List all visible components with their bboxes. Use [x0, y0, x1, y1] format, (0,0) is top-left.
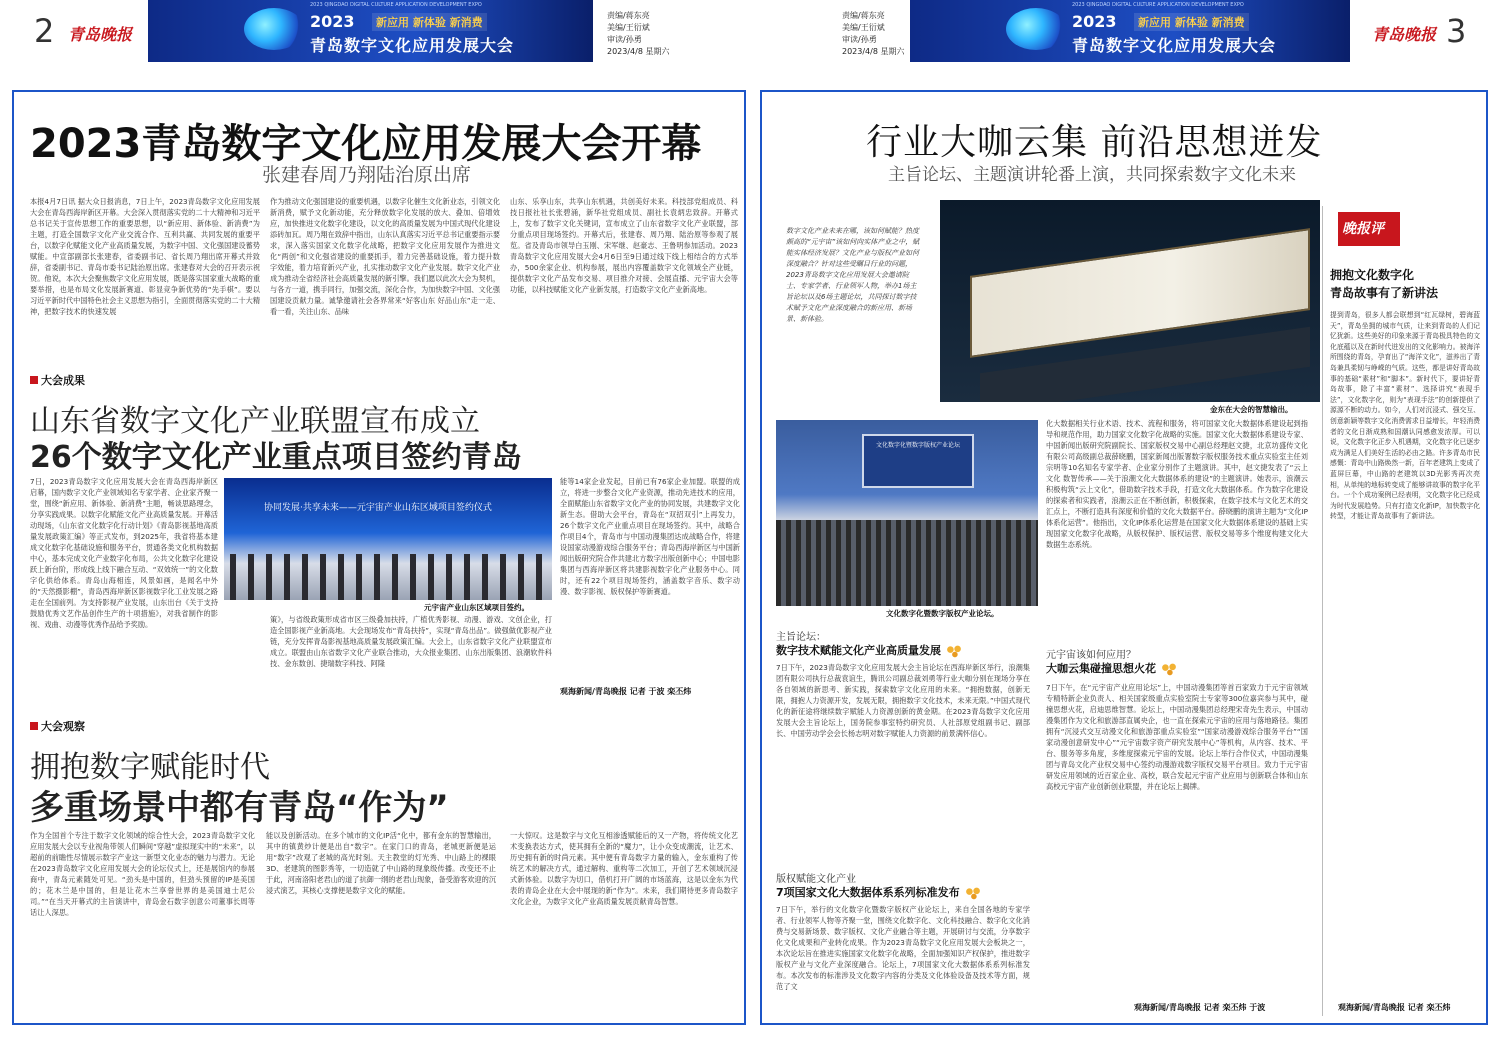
left-main-subheadline: 张建春周乃翔陆治原出席	[262, 164, 472, 186]
photo1-people	[230, 554, 546, 600]
photo-forum-caption: 文化数字化暨数字版权产业论坛。	[886, 609, 999, 618]
photo1-stage-banner: 协同发展·共享未来——元宇宙产业山东区域项目签约仪式	[264, 503, 492, 513]
forum1-body: 7日下午，2023青岛数字文化应用发展大会主旨论坛在西海岸新区举行，浪潮集团有限公司执行总裁袁谊生，腾讯公司副总裁刘勇等行业大咖分别在现场分享在各自领域的新思考、新实践，探索数字文化应用的未来。“拥抱数据，创新无限，拥抱人力资源开发，发展无限，拥抱数字文化技术，未来无限。”中国式现代化的新征途将继续数字赋能人力资源创新的黄金期。在2023青岛数字文化应用发展大会主旨论坛上，国务院参事室特约研究员、人社部原党组副书记、副部长、中国劳动学会会长杨志明对数字赋能人力资源的前景满怀信心。	[776, 663, 1030, 738]
article1-col3: 山东、乐享山东，共享山东机遇，共创美好未来。科技部党组成员、科技日报社社长张碧涌，新华社党组成员、副社长袁炳忠致辞。开幕式上，发布了数字文化关键词，宣布成立了山东省数字文化产业联盟，部分重点项目现场签约。开幕式后，张建春、周乃翔、陆治原等参观了展览。省及青岛市领导白玉刚、宋军继、赵豪志、王鲁明参加活动。2023青岛数字文化应用发展大会4月6日至9日通过线下线上相结合的方式举办，500余家企业、机构参展，展出内容覆盖数字文化领域全产业链，提供数字文化产品发布交易、项目推介对接、会展直播、元宇宙大会等功能，以科技赋能文化产业新发展，打造数字文化产业新高地。	[510, 197, 738, 294]
article2-headline-1: 山东省数字文化产业联盟宣布成立	[30, 404, 480, 439]
digital-scroll-photo	[940, 200, 1320, 402]
article3-headline-2: 多重场景中都有青岛“作为”	[30, 788, 449, 828]
flower-icon	[1160, 662, 1178, 676]
right-main-subheadline: 主旨论坛、主题演讲轮番上演，共同探索数字文化未来	[888, 165, 1296, 185]
right-editors: 责编/蒋东亮 美编/王衍斌 审读/孙勇 2023/4/8 星期六	[842, 11, 905, 56]
photo-scroll-caption: 金东在大会的智慧输出。	[1210, 405, 1293, 414]
banner-name: 青岛数字文化应用发展大会	[1072, 36, 1277, 55]
left-page-number: 2	[34, 12, 55, 50]
section-label-results: 大会成果	[30, 372, 85, 388]
forum3-label: 元宇宙该如何应用？	[1046, 650, 1136, 661]
article3-col3: 一大惊叹。这是数字与文化互相渗透赋能后的又一产物，将传统文化艺术变换表达方式，使其拥有全新的“魔力”，让小众变成潮流，让艺术、历史拥有新的时尚元素。其中便有青岛数字力量的输入，金东重构了传统艺术的解决方式，通过解构、重构等二次加工，开创了艺术领域沉浸式新体验。以数字为切口，借机打开广阔的市场蓝海，这是以金东为代表的青岛企业在大会中展现的新“作为”。未来，我们期待更多青岛数字文化企业，为数字文化产业高质量发展贡献青岛智慧。	[510, 831, 738, 906]
article2-headline-2: 26个数字文化产业重点项目签约青岛	[30, 440, 522, 475]
left-editors: 责编/蒋东亮 美编/王衍斌 审读/孙勇 2023/4/8 星期六	[607, 11, 670, 56]
forum1-title	[776, 642, 963, 658]
commentary-body: 提到青岛，很多人都会联想到“红瓦绿树，碧海蓝天”，青岛坐拥的城市气质，让来到青岛的人们记忆犹新。这些美好的印象来源于青岛极具特色的文化底蕴以及在新时代迸发出的文化影响力。被海洋所围绕的青岛，孕育出了“海洋文化”，滋养出了青岛兼具柔韧与峥嵘的气质。这些，都是讲好青岛故事的基础“素材”和“脚本”。新时代下，要讲好青岛故事，除了丰富“素材”、选择讲究“表现手法”，文化数字化，则为“表现手法”的创新提供了源源不断的动力。如今，人们对沉浸式、强交互、创意新颖等数字文化消费需求日益增长，年轻消费者的文化日渐成熟和国潮认同感愈发浓厚。可以说，文化数字化正步入机遇期，文化数字化已逐步成为满足人们美好生活的必由之路。许多青岛市民感慨：青岛中山路焕然一新，百年老建筑上变成了蓝屏巨幕，中山路的老建筑以3D光影秀再次亮相，从单纯的地标转变成了能够讲故事的数字化平台。一个个成功案例已经表明，文化数字化已经成为时代发展趋势。只有打造文化新IP，加快数字化转型，才能让青岛故事有了新讲法。	[1330, 311, 1480, 521]
signing-ceremony-photo	[224, 478, 552, 600]
right-intro-quote: 数字文化产业未来在哪，该如何赋能？热度颇高的“元宇宙”该如何向实体产业之中，赋能实体经济发展？文化产业与版权产业如何深度融合？针对这些受瞩目行业的问题，2023青岛数字文化应用发展大会邀请院士、专家学者、行业领军人物，举办1场主旨论坛以及6场主题论坛，共同探讨数字技术赋予文化产业深度融合的新应用、新场景、新体验。	[786, 227, 920, 323]
article2-col3: 策》，与省级政策形成省市区三级叠加扶持，广植优秀影视、动漫、游戏、文创企业，打造全国影视产业新高地。大会现场发布“青岛扶持”，实现“青岛出品”。做强做优影视产业链，充分发挥青岛影视基地高质量发展政策汇编。大会上，山东省数字文化产业联盟宣布成立。联盟由山东省数字文化产业联合推动，大众报业集团、山东出版集团、浪潮软件科技、金东数创、捷瑞数字科技、阿隆	[270, 615, 552, 668]
right-banner	[910, 0, 1350, 62]
left-masthead: 青岛晚报	[68, 25, 133, 44]
banner-year: 2023	[1072, 12, 1117, 31]
article3-col1: 作为全国首个专注于数字文化领域的综合性大会，2023青岛数字文化应用发展大会以专业视角带领人们瞬间“穿越”虚拟现实中的“未来”，以超前的前瞻性尽情展示数字产业这一新型文化业态的魅力与潜力。无论在2023青岛数字文化应用发展大会的论坛仪式上，还是展馆内的参展商中，青岛元素随处可见。“劲头是中国的，但劲头预留的IP是美国的；花木兰是中国的，但是让花木兰享誉世界的是美国迪士尼公司。”“在当天开幕式的主旨演讲中，青岛金石数字创意公司董事长周等话让人深思。	[30, 831, 255, 917]
banner-en: 2023 QINGDAO DIGITAL CULTURE APPLICATION DEVELOPMENT EXPO	[1072, 2, 1244, 8]
forum2-title	[776, 884, 982, 900]
right-mid-column: 化大数据相关行业术语、技术、流程和服务，将可国家文化大数据体系建设起到指导和规范作用，助力国家文化数字化战略的实施。国家文化大数据体系建设专家、中国新闻出版研究院副院长、国家版权交易中心副总经理赵文捷，北京坊盛传文化有限公司高级副总裁薛晓鹏，国家新闻出版署数字版权服务技术重点实验室主任刘宗明等10名知名专家学者、企业家分别作了主题演讲。其中，赵文捷发表了“云上文化 数智传承——关于浪潮文化大数据体系的建设”的主题演讲。她表示，浪潮云积极构筑“云上文化”，借助数字技术手段，打造文化大数据体系。作为数字化建设的探索者和实践者，浪潮云正在不断创新，积极探索，在数字技术与文化艺术的交汇点上，不断打造具有深度和价值的文化大数据平台。薛晓鹏的演讲主题为“文化IP体系化运营”。他指出，文化IP体系化运营是在国家文化大数据体系建设的基础上实现国家文化数字化战略，从版权保护、版权运营、版权交易等多个维度构建文化大数据生态系统。	[1046, 419, 1308, 549]
commentary-title-2: 青岛故事有了新讲法	[1330, 286, 1439, 300]
left-banner	[148, 0, 593, 62]
expo-logo-icon	[1006, 8, 1066, 50]
article2-col4: 能等14家企业发起，目前已有76家企业加盟。联盟的成立，将进一步整合文化产业资源，推动先进技术的应用，全面赋能山东省数字文化产业的协同发展，共建数字文化新生态。借助大会平台，青岛在“双招双引”上再发力，26个数字文化产业重点项目在现场签约。其中，战略合作项目4个，青岛市与中国动漫集团达成战略合作，将建设国家动漫游戏综合服务平台；青岛西海岸新区与中国新闻出版研究院合作共建北方数字出版创新中心；中国电影集团与西海岸新区将共建影视数字化产业服务中心。同时，还有22个项目现场签约，涵盖数字音乐、数字动漫、数字影视、版权保护等新赛道。	[560, 477, 740, 596]
right-masthead: 青岛晚报	[1372, 25, 1437, 44]
article2-byline: 观海新闻/青岛晚报 记者 于波 栾丕炜	[560, 687, 692, 696]
forum-audience	[776, 520, 1038, 606]
article1-col2: 作为推动文化强国建设的重要机遇，以数字化催生文化新业态，引领文化新消费，赋予文化新动能，充分释放数字化发展的放大、叠加、倍增效应，加快推进文化数字化建设，以文化的高质量发展为中国式现代化建设添砖加瓦。周乃翔在致辞中指出，山东认真落实习近平总书记重要指示要求，深入落实国家文化数字化战略，把数字文化应用发展作为推进文化“两创”和文化强省建设的重要抓手，着力完善基础设施，着力提升数字效能，着力培育新兴产业，扎实推动数字文化产业发展。数字文化产业成为推动全省经济社会高质量发展的新引擎。我们愿以此次大会为契机，与各方一道，携手同行，加强交流，深化合作，为加快数字中国、文化强国建设贡献力量。诚挚邀请社会各界常来“好客山东 好品山东”走一走、看一看，关注山东、品味	[270, 197, 500, 316]
banner-en: 2023 QINGDAO DIGITAL CULTURE APPLICATION DEVELOPMENT EXPO	[310, 2, 482, 8]
forum2-title-text: 7项国家文化大数据体系系列标准发布	[776, 886, 960, 899]
banner-tag: 新应用 新体验 新消费	[372, 13, 487, 31]
forum3-title-text: 大咖云集碰撞思想火花	[1046, 662, 1156, 675]
photo1-caption: 元宇宙产业山东区域项目签约。	[424, 603, 529, 612]
article3-headline-1: 拥抱数字赋能时代	[30, 750, 270, 785]
banner-name: 青岛数字文化应用发展大会	[310, 36, 515, 55]
left-page-header	[0, 0, 750, 70]
flower-icon	[964, 886, 982, 900]
article1-col1: 本报4月7日讯 据大众日报消息，7日上午，2023青岛数字文化应用发展大会在青岛西海岸新区开幕。大会深入贯彻落实党的二十大精神和习近平总书记关于宣传思想工作的重要思想，以“新应用、新体验、新消费”为主题，打造全国数字文化产业交流合作、互利共赢、共同发展的重要平台，以数字化赋能文化产业高质量发展，为数字中国、文化强国建设蓄势赋能。中宣部副部长张建春，省委副书记、省长周乃翔出席开幕式并致辞，省委副书记、青岛市委书记陆治原出席。张建春对大会的召开表示祝贺。他说，本次大会聚焦数字文化应用发展，既是落实国家重大战略的重要举措，也是布局文化发展新赛道、彰显竞争新优势的“先手棋”。要以习近平新时代中国特色社会主义思想为指引，全面贯彻落实党的二十大精神，把数字技术的快速发展	[30, 197, 260, 316]
right-page-number: 3	[1446, 12, 1467, 50]
photo-forum-banner: 文化数字化暨数字版权产业论坛	[875, 442, 960, 449]
article2-col1: 7日，2023青岛数字文化应用发展大会在青岛西海岸新区启幕，国内数字文化产业领域知名专家学者、企业家齐聚一堂，围绕“新应用、新体验、新消费”主题，畅谈思路理念，分享实践成果。以数字化赋能文化产业高质量发展。开幕活动现场，《山东省文化数字化行动计划》《青岛影视基地高质量发展政策汇编》等正式发布，到2025年，我省将基本建成文化数字化基础设施和服务平台，贯通各类文化机构数据中心，基本完成文化产业数字化布局，公共文化数字化建设跃上新台阶，形成线上线下融合互动、“双效统一”的文化数字化供给体系。青岛山海相连，风景如画，是闻名中外的“天然摄影棚”，青岛西海岸新区影视数字化工业发展之路走在全国前列。为支持影视产业发展，山东出台《关于支持鼓励优秀文艺作品创作生产的十项措施》，对我省制作的影视、戏曲、动漫等优秀作品给予奖励。	[30, 477, 218, 629]
expo-logo-icon	[244, 8, 304, 50]
commentary-byline: 观海新闻/青岛晚报 记者 栾丕炜	[1338, 1003, 1451, 1012]
right-main-headline: 行业大咖云集 前沿思想迸发	[866, 122, 1323, 163]
forum3-byline: 观海新闻/青岛晚报 记者 栾丕炜 于波	[1134, 1003, 1266, 1012]
forum2-body: 7日下午，举行的文化数字化暨数字版权产业论坛上，来自全国各地的专家学者、行业领军人物等齐聚一堂，围绕文化数字化、文化科技融合、数字化文化消费与交易新场景、数字版权、文化产业融合等主题，开展研讨与交流，分享数字化文化成果和产业转化成果。作为2023青岛数字文化应用发展大会板块之一，本次论坛旨在推进实施国家文化数字化战略，全面加强知识产权保护，推进数字版权产业与文化产业深度融合。论坛上，7项国家文化大数据体系系列标准发布。本次发布的标准涉及文化数字内容的分类及文化体验设备及技术等方面，规范了文	[776, 905, 1030, 991]
banner-tag: 新应用 新体验 新消费	[1134, 13, 1249, 31]
right-page-header	[750, 0, 1500, 70]
left-main-headline: 2023青岛数字文化应用发展大会开幕	[30, 121, 702, 167]
commentary-divider	[1322, 206, 1323, 1016]
commentary-label-box: 晚报评	[1338, 212, 1400, 246]
forum3-title	[1046, 660, 1178, 676]
forum1-label: 主旨论坛：	[776, 632, 826, 643]
flower-icon	[945, 644, 963, 658]
forum2-label: 版权赋能文化产业	[776, 874, 856, 885]
commentary-title-1: 拥抱文化数字化	[1330, 268, 1415, 282]
forum3-body: 7日下午，在“元宇宙产业应用论坛”上，中国动漫集团等首百家致力于元宇宙领域专精特新企业负责人、相关国家级重点实验室院士专家等300位嘉宾参与其中，碰撞思想火花，启迪思维智慧。论坛上，中国动漫集团总经理宋奇先生表示，中国动漫集团作为文化和旅游部直属央企，也一直在探索元宇宙的应用与落地路径。集团拥有“沉浸式交互动漫文化和旅游部重点实验室”“国家动漫游戏综合服务平台”“国家动漫创意研发中心”“元宇宙数字资产研究发展中心”等机构，从内容、技术、平台、服务等多角度，多维度探索元宇宙的发展。论坛上举行合作仪式，中国动漫集团与青岛文化产业权交易中心签约动漫游戏数字版权交易平台项目。致力于元宇宙研发应用领域的近百家企业、高校，联合发起元宇宙产业应用与创新联合体和山东高校元宇宙产业创新创业联盟，并在论坛上揭牌。	[1046, 683, 1308, 791]
banner-year: 2023	[310, 12, 355, 31]
forum-photo	[776, 420, 1038, 606]
article3-col2: 能以及创新活动。在多个城市的文化IP活“化中，都有金东的智慧输出，其中的镇黄炒计便是出自“数字”。在家门口的青岛，老城更新便是运用“数字”改观了老城的高光时刻。天主教堂的灯光秀、中山路上的裸眼3D、老建筑的图影秀等，一切造就了中山路的现象级传播。改变还不止于此，河南洛阳老君山的道了抗御一纲的老君山现象，备受游客欢迎的沉浸式演艺，其核心支撑便是数字文化的赋能。	[266, 831, 496, 895]
section-label-observation: 大会观察	[30, 718, 85, 734]
forum1-title-text: 数字技术赋能文化产业高质量发展	[776, 644, 941, 657]
